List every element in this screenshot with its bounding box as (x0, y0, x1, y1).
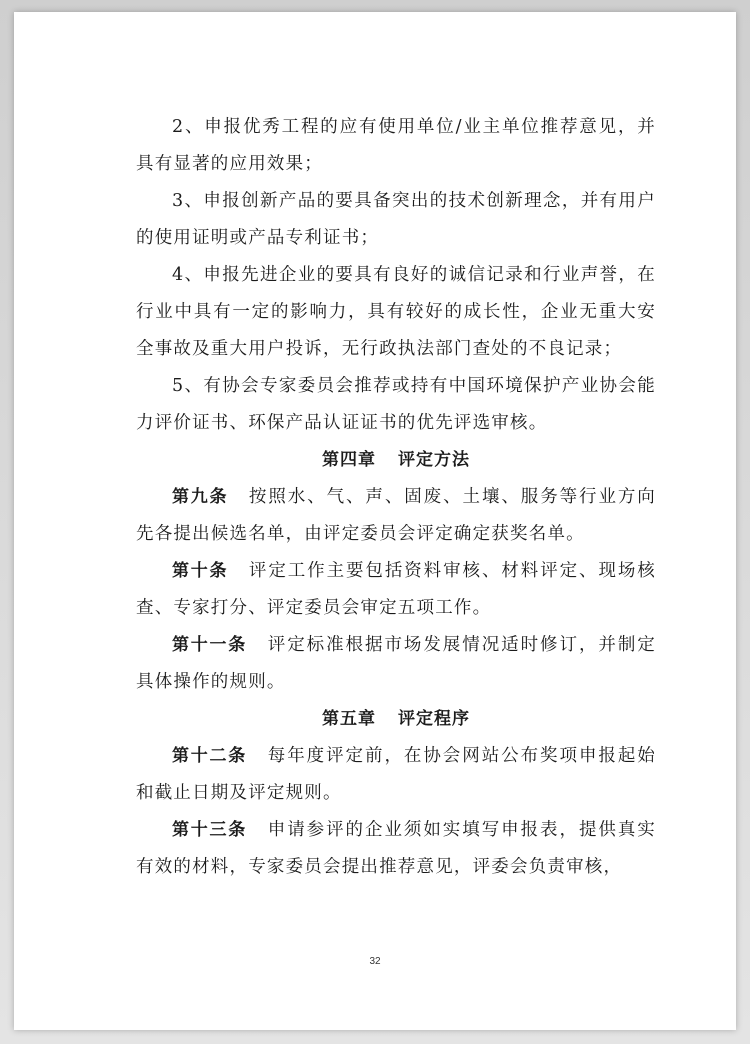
chapter-number: 第五章 (322, 709, 376, 729)
list-item: 5、有协会专家委员会推荐或持有中国环境保护产业协会能力评价证书、环保产品认证证书的优先评选审核。 (136, 376, 656, 433)
page-body (136, 109, 656, 886)
article-label: 第十三条 (172, 820, 247, 840)
chapter-title: 评定程序 (398, 709, 470, 729)
article-text: 评定标准根据市场发展情况适时修订，并制定具体操作的规则。 (136, 635, 656, 692)
chapter-number: 第四章 (322, 450, 376, 470)
article-label: 第十二条 (172, 746, 247, 766)
article-text: 按照水、气、声、固废、土壤、服务等行业方向先各提出候选名单，由评定委员会评定确定获奖名单。 (136, 487, 657, 544)
list-item: 2、申报优秀工程的应有使用单位/业主单位推荐意见，并具有显著的应用效果； (136, 117, 656, 174)
article-text: 每年度评定前，在协会网站公布奖项申报起始和截止日期及评定规则。 (136, 746, 656, 803)
article-label: 第十一条 (172, 635, 247, 655)
chapter-title: 评定方法 (398, 450, 470, 470)
page-number: 32 (369, 956, 381, 967)
article-paragraph (136, 812, 656, 886)
article-text: 申请参评的企业须如实填写申报表，提供真实有效的材料，专家委员会提出推荐意见，评委会负责审核， (136, 820, 656, 877)
list-item: 4、申报先进企业的要具有良好的诚信记录和行业声誉，在行业中具有一定的影响力，具有较好的成长性，企业无重大安全事故及重大用户投诉，无行政执法部门查处的不良记录； (136, 265, 656, 359)
list-item: 3、申报创新产品的要具备突出的技术创新理念，并有用户的使用证明或产品专利证书； (136, 191, 656, 248)
chapter-heading (136, 442, 656, 479)
article-paragraph (136, 738, 656, 812)
document-page (14, 12, 736, 1030)
article-label: 第十条 (172, 561, 229, 581)
article-paragraph (136, 627, 656, 701)
chapter-heading (136, 701, 656, 738)
article-paragraph (136, 479, 656, 553)
article-text: 评定工作主要包括资料审核、材料评定、现场核查、专家打分、评定委员会审定五项工作。 (136, 561, 657, 618)
article-label: 第九条 (172, 487, 229, 507)
article-paragraph (136, 553, 656, 627)
